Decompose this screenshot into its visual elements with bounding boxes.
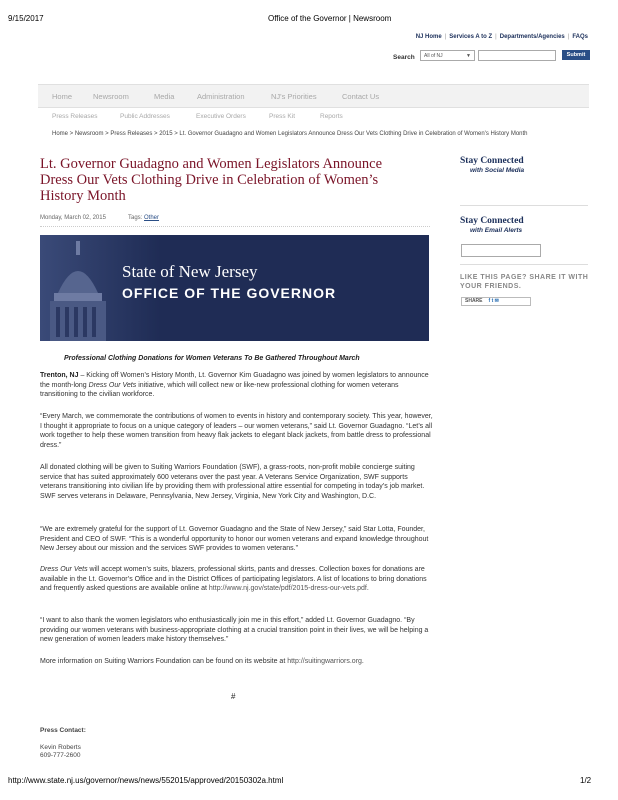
print-title: Office of the Governor | Newsroom (268, 14, 392, 23)
p7-text-b: . (361, 658, 364, 665)
main-nav (38, 84, 589, 108)
nav-administration[interactable]: Administration (197, 92, 245, 101)
divider (40, 226, 430, 227)
search-label: Search (393, 54, 415, 61)
print-date: 9/15/2017 (8, 14, 44, 23)
paragraph-6: “I want to also thank the women legislators who enthusiastically join me in this effort,” added Lt. Governor Guadagno. “By providing our women veterans with business-appropriate clothing at a crucial transition point in their lives, we will be helping a new generation of women leaders make history themselves.” (40, 617, 429, 644)
contact-name: Kevin Roberts (40, 744, 81, 751)
press-contact-label: Press Contact: (40, 727, 86, 734)
sidebar-divider (460, 205, 588, 206)
p1-text-b: initiative, which will collect new or like-new professional clothing for women veterans transitioning to the civilian workforce. (40, 381, 399, 399)
sidebar-divider-2 (460, 264, 588, 265)
banner-office-text: OFFICE OF THE GOVERNOR (122, 285, 337, 301)
article-subhead: Professional Clothing Donations for Women Veterans To Be Gathered Throughout March (64, 355, 360, 362)
article-tags (128, 215, 159, 221)
print-url: http://www.state.nj.us/governor/news/news/552015/approved/20150302a.html (8, 776, 284, 785)
subnav-press-kit[interactable]: Press Kit (269, 113, 296, 120)
subnav-reports[interactable]: Reports (320, 113, 343, 120)
email-alert-input[interactable] (461, 244, 541, 257)
subnav-executive-orders[interactable]: Executive Orders (196, 113, 246, 120)
email-heading: Stay Connected (460, 216, 524, 226)
article-date: Monday, March 02, 2015 (40, 215, 106, 221)
chevron-down-icon: ▼ (466, 53, 471, 59)
paragraph-4: “We are extremely grateful for the support of Lt. Governor Guadagno and the State of New Jersey,” said Star Lotta, Founder, President and CEO of SWF. “This is a wonderful opportunity to honor our women veterans and expand knowledge throughout New Jersey about our mission and the services SWF provides to women veterans.” (40, 526, 429, 553)
top-links: NJ Home | Services A to Z | Departments/Agencies | FAQs (415, 34, 588, 40)
share-button[interactable] (461, 297, 531, 306)
subnav-press-releases[interactable]: Press Releases (52, 113, 98, 120)
share-label: SHARE (465, 298, 483, 304)
social-subheading: with Social Media (470, 167, 525, 174)
top-link-nj-home[interactable]: NJ Home (415, 34, 442, 40)
governor-banner (40, 235, 429, 341)
end-mark: # (231, 692, 236, 701)
tags-label: Tags: (128, 215, 143, 221)
breadcrumb[interactable]: Home > Newsroom > Press Releases > 2015 > Lt. Governor Guadagno and Women Legislators Announce Dress Our Vets Clothing Drive in Celebration of Women's History Month (52, 131, 528, 137)
search-scope-select[interactable] (420, 50, 475, 61)
share-prompt: LIKE THIS PAGE? SHARE IT WITH YOUR FRIENDS. (460, 274, 589, 290)
tag-link[interactable]: Other (144, 215, 160, 221)
p5-emphasis: Dress Our Vets (40, 566, 88, 573)
p7-text-a: More information on Suiting Warriors Foundation can be found on its website at (40, 658, 288, 665)
contact-phone: 609-777-2600 (40, 752, 81, 759)
nav-newsroom[interactable]: Newsroom (93, 92, 129, 101)
p1-emphasis: Dress Our Vets (88, 381, 137, 389)
paragraph-1 (40, 371, 436, 400)
p1-text-a: – Kicking off Women’s History Month, Lt. Governor Kim Guadagno was joined by women legislators to announce the month-long (40, 372, 429, 389)
search-submit-button[interactable]: Submit (562, 50, 590, 60)
page-title: Lt. Governor Guadagno and Women Legislators Announce Dress Our Vets Clothing Drive in Celebration of Women’s History Month (40, 156, 383, 204)
share-icons: f t ✉ (488, 298, 499, 304)
paragraph-3: All donated clothing will be given to Suiting Warriors Foundation (SWF), a grass-roots, non-profit mobile concierge suiting service that has suited approximately 600 veterans over the past year. A Veterans Service Organization, SWF supports veterans transitioning into civilian life by providing them with professional attire essential for competing in today’s job market. SWF serves veterans in Delaware, Pennsylvania, New Jersey, Virginia, New York City and Washington, D.C. (40, 464, 425, 500)
nav-priorities[interactable]: NJ's Priorities (271, 92, 317, 101)
donation-locations-link[interactable]: http://www.nj.gov/state/pdf/2015-dress-our-vets.pdf (208, 585, 367, 593)
paragraph-2: “Every March, we commemorate the contributions of women to events in history and contemporary society. This year, however, I thought it appropriate to focus on a unique category of leaders – our women veterans,” said Lt. Governor Guadagno. “Let’s all work together to help these women transition from heavy flak jackets to elegant black jackets, from battle dress to professional dress.” (40, 413, 433, 449)
top-link-departments[interactable]: Departments/Agencies (499, 34, 565, 40)
p5-text-b: . (366, 585, 369, 593)
nav-home[interactable]: Home (52, 92, 73, 101)
top-link-services[interactable]: Services A to Z (449, 34, 493, 40)
print-page-number: 1/2 (580, 776, 592, 785)
email-subheading: with Email Alerts (470, 227, 523, 234)
paragraph-5 (40, 565, 436, 594)
dateline: Trenton, NJ (40, 372, 79, 379)
nav-contact[interactable]: Contact Us (342, 92, 380, 101)
nav-media[interactable]: Media (154, 92, 175, 101)
subnav-public-addresses[interactable]: Public Addresses (120, 113, 170, 120)
top-link-faqs[interactable]: FAQs (572, 34, 588, 40)
p5-text-a: will accept women’s suits, blazers, professional skirts, pants and dresses. Collection boxes for donations are available in the Lt. Governor’s Office and in the District Offices of participating legislators. A list of locations to bring donations and frequently asked questions are available online at (40, 566, 427, 593)
search-input[interactable] (478, 50, 556, 61)
suiting-warriors-link[interactable]: http://suitingwarriors.org (287, 658, 362, 665)
paragraph-7 (40, 657, 436, 667)
social-heading: Stay Connected (460, 156, 524, 166)
search-scope-value: All of NJ (424, 53, 443, 59)
banner-state-text: State of New Jersey (122, 262, 258, 281)
